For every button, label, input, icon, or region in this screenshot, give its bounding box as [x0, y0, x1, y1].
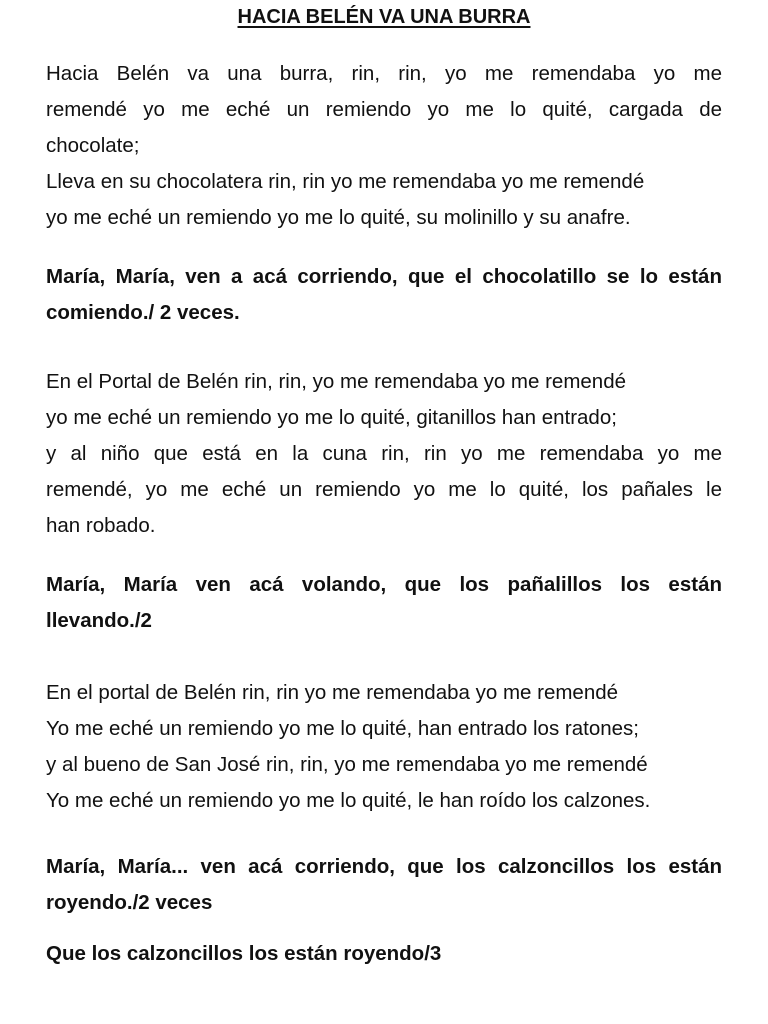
chorus-line: María, María ven acá volando, que los pañalillos los están	[46, 573, 722, 596]
stanza-line: yo me eché un remiendo yo me lo quité, su molinillo y su anafre.	[46, 206, 631, 229]
stanza-line: y al niño que está en la cuna rin, rin yo me remendaba yo me	[46, 442, 722, 465]
stanza-1	[46, 56, 722, 236]
chorus-2	[46, 567, 722, 639]
stanza-line: chocolate;	[46, 134, 140, 157]
chorus-1	[46, 259, 722, 331]
chorus-line: llevando./2	[46, 609, 152, 632]
closing-line	[46, 936, 722, 972]
stanza-line: En el portal de Belén rin, rin yo me remendaba yo me remendé	[46, 681, 619, 704]
page-title: HACIA BELÉN VA UNA BURRA	[237, 6, 531, 28]
stanza-line: Lleva en su chocolatera rin, rin yo me remendaba yo me remendé	[46, 170, 645, 193]
stanza-line: remendé yo me eché un remiendo yo me lo quité, cargada de	[46, 98, 722, 121]
chorus-line: María, María, ven a acá corriendo, que el chocolatillo se lo están	[46, 265, 722, 288]
chorus-line: comiendo./ 2 veces.	[46, 301, 240, 324]
stanza-line: han robado.	[46, 514, 156, 537]
stanza-2	[46, 364, 722, 544]
stanza-line: yo me eché un remiendo yo me lo quité, gitanillos han entrado;	[46, 406, 617, 429]
stanza-line: Yo me eché un remiendo yo me lo quité, han entrado los ratones;	[46, 717, 639, 740]
closing-text: Que los calzoncillos los están royendo/3	[46, 942, 442, 965]
stanza-3	[46, 675, 722, 819]
chorus-3	[46, 849, 722, 921]
chorus-line: royendo./2 veces	[46, 891, 213, 914]
chorus-line: María, María... ven acá corriendo, que los calzoncillos los están	[46, 855, 722, 878]
stanza-line: Yo me eché un remiendo yo me lo quité, le han roído los calzones.	[46, 789, 651, 812]
stanza-line: En el Portal de Belén rin, rin, yo me remendaba yo me remendé	[46, 370, 626, 393]
stanza-line: y al bueno de San José rin, rin, yo me remendaba yo me remendé	[46, 753, 648, 776]
stanza-line: Hacia Belén va una burra, rin, rin, yo me remendaba yo me	[46, 62, 722, 85]
stanza-line: remendé, yo me eché un remiendo yo me lo quité, los pañales le	[46, 478, 722, 501]
